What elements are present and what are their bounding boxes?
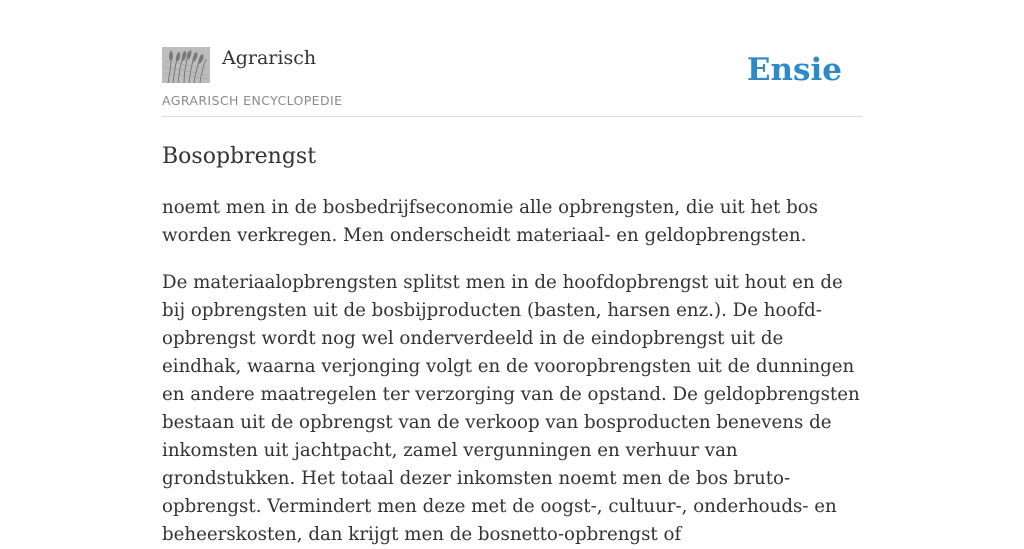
- article-paragraph-2: De materiaalopbrengsten splitst men in de hoofdopbrengst uit hout en de bij opbrengsten uit de bosbijproducten (basten, harsen enz.). De hoofd-opbrengst wordt nog wel onderverdeeld in de eindopbrengst uit de eindhak, waarna verjonging volgt en de vooropbrengsten uit de dunningen en andere maatregelen ter verzorging van de opstand. De geldopbrengsten bestaan uit de opbrengst van de verkoop van bosproducten benevens de inkomsten uit jachtpacht, zamel vergunningen en verhuur van grondstukken. Het totaal dezer inkomsten noemt men de bos bruto-opbrengst. Vermindert men deze met de oogst-, cultuur-, onderhouds- en beheerskosten, dan krijgt men de bosnetto-opbrengst of: [162, 272, 860, 545]
- source-subtitle: AGRARISCH ENCYCLOPEDIE: [162, 93, 343, 108]
- wheat-engraving-icon: [162, 47, 210, 83]
- article-title: Bosopbrengst: [162, 144, 317, 169]
- source-header: [162, 46, 862, 117]
- brand-logo[interactable]: Ensie: [746, 52, 842, 88]
- page: [162, 0, 862, 549]
- source-avatar[interactable]: [162, 47, 210, 83]
- source-name[interactable]: Agrarisch: [222, 47, 317, 69]
- article-paragraph-1: noemt men in de bosbedrijfseconomie alle opbrengsten, die uit het bos worden verkregen. Men onderscheidt materiaal- en geldopbrengsten.: [162, 197, 818, 246]
